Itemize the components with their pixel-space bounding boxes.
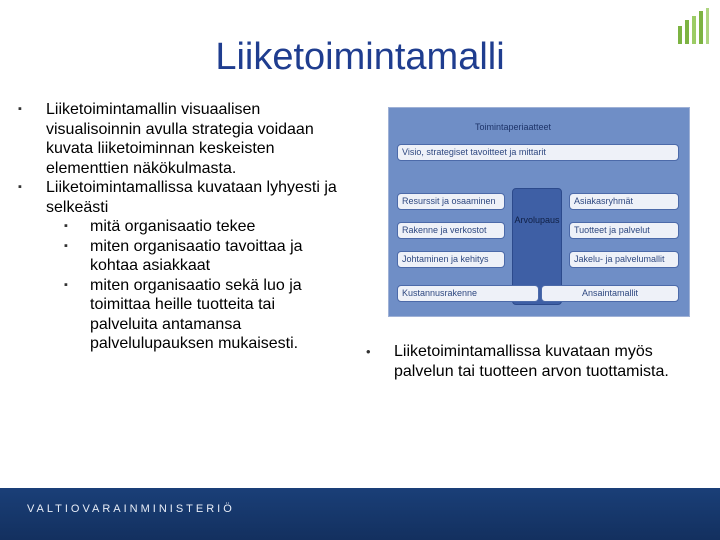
- business-model-diagram: [388, 107, 690, 317]
- sub-bullet-item: [64, 237, 338, 276]
- sub-bullet-text: miten organisaatio sekä luo ja toimittaa heille tuotteita tai palveluita antamansa palvelulupauksen mukaisesti.: [90, 276, 302, 352]
- value-proposition-box: Arvolupaus: [512, 188, 562, 305]
- footer-bar: [0, 488, 720, 540]
- right-box-customers: Asiakasryhmät: [569, 193, 679, 210]
- bullet-text: Liiketoimintamallissa kuvataan lyhyesti ja selkeästi: [46, 179, 337, 216]
- bullet-item: [18, 178, 338, 217]
- right-box-channels: Jakelu- ja palvelumallit: [569, 251, 679, 268]
- footer-label: VALTIOVARAINMINISTERIÖ: [27, 503, 235, 515]
- left-box-structure: Rakenne ja verkostot: [397, 222, 505, 239]
- right-bullet-text: Liiketoimintamallissa kuvataan myös palvelun tai tuotteen arvon tuottamista.: [394, 343, 669, 380]
- sub-bullet-marker: ▪: [64, 220, 68, 232]
- left-bullet-list: [18, 100, 338, 354]
- right-bullet-item: [366, 342, 714, 381]
- sub-bullet-marker: ▪: [64, 239, 68, 252]
- sub-bullet-text: miten organisaatio tavoittaa ja kohtaa asiakkaat: [90, 237, 303, 274]
- sub-bullet-item: [64, 276, 338, 354]
- bullet-marker: ▪: [18, 103, 22, 115]
- sub-bullet-marker: ▪: [64, 278, 68, 291]
- right-box-products: Tuotteet ja palvelut: [569, 222, 679, 239]
- sub-bullet-text: mitä organisaatio tekee: [90, 218, 256, 235]
- ministry-logo-icon: [676, 8, 710, 46]
- revenue-model-box: Ansaintamallit: [541, 285, 679, 302]
- bullet-marker: ▪: [18, 181, 22, 193]
- vision-box: Visio, strategiset tavoitteet ja mittarit: [397, 144, 679, 161]
- slide-title: Liiketoimintamalli: [215, 36, 505, 78]
- cost-structure-box: Kustannusrakenne: [397, 285, 539, 302]
- left-box-resources: Resurssit ja osaaminen: [397, 193, 505, 210]
- bullet-text: Liiketoimintamallin visuaalisen visualisoinnin avulla strategia voidaan kuvata liiketoiminnan keskeisten elementtien näkökulmasta.: [46, 101, 314, 177]
- left-box-leadership: Johtaminen ja kehitys: [397, 251, 505, 268]
- sub-bullet-item: [64, 217, 338, 237]
- bullet-item: [18, 100, 338, 178]
- diagram-heading: Toimintaperiaatteet: [475, 122, 552, 132]
- bullet-marker: •: [366, 344, 371, 359]
